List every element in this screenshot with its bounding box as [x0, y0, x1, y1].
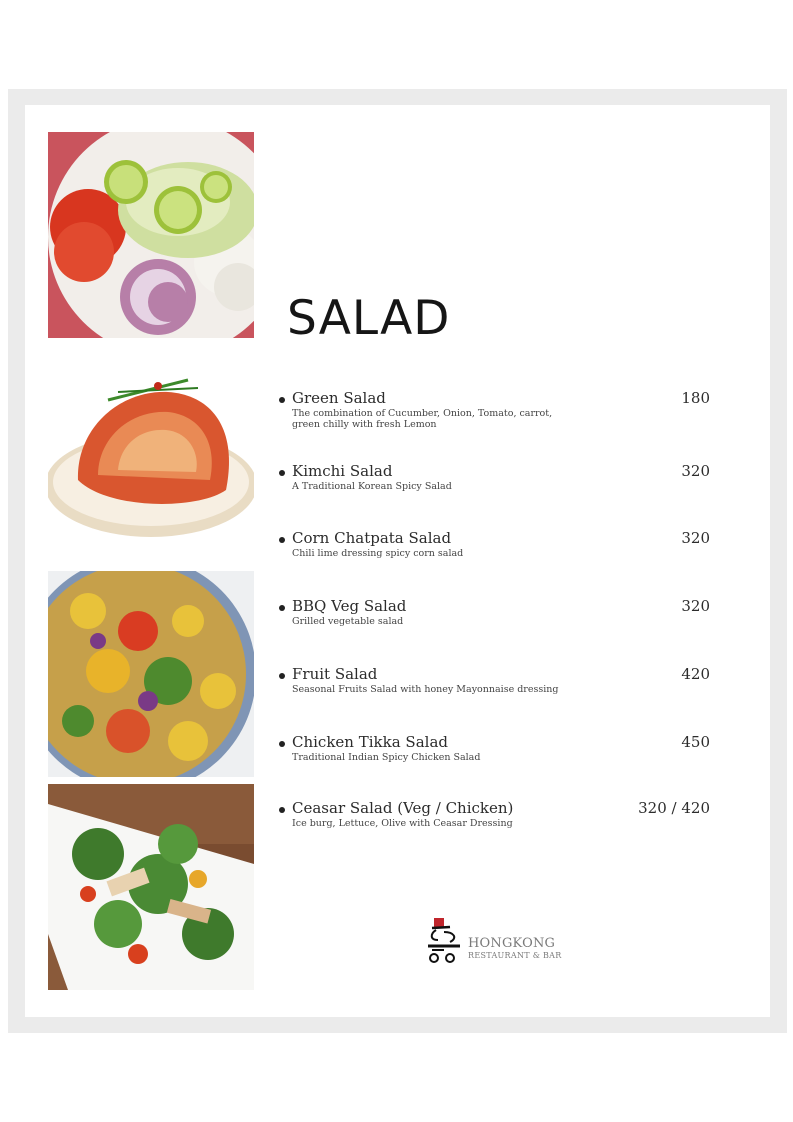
item-price: 320 / 420	[638, 799, 710, 817]
item-description: Ice burg, Lettuce, Olive with Ceasar Dressing	[292, 818, 513, 829]
bullet	[279, 470, 285, 476]
item-price: 320	[681, 529, 710, 547]
bullet	[279, 673, 285, 679]
logo-subtitle: RESTAURANT & BAR	[468, 951, 562, 960]
bullet	[279, 537, 285, 543]
item-name: Chicken Tikka Salad	[292, 733, 448, 751]
item-price: 320	[681, 462, 710, 480]
item-price: 420	[681, 665, 710, 683]
item-name: Green Salad	[292, 389, 386, 407]
green-salad-photo	[48, 132, 254, 338]
item-name: Corn Chatpata Salad	[292, 529, 452, 547]
item-price: 320	[681, 597, 710, 615]
bullet	[279, 397, 285, 403]
chicken-salad-photo	[48, 784, 254, 990]
item-description: A Traditional Korean Spicy Salad	[292, 481, 452, 492]
corn-salad-photo	[48, 571, 254, 777]
logo-name: HONGKONG	[468, 936, 556, 951]
kimchi-salad-photo	[48, 360, 254, 560]
item-description: Grilled vegetable salad	[292, 616, 404, 627]
item-description: Seasonal Fruits Salad with honey Mayonnaise dressing	[292, 684, 559, 695]
restaurant-logo	[424, 916, 574, 966]
page-title: SALAD	[287, 291, 451, 346]
item-description: The combination of Cucumber, Onion, Tomato, carrot, green chilly with fresh Lemon	[292, 408, 553, 430]
item-name: BBQ Veg Salad	[292, 597, 407, 615]
bullet	[279, 807, 285, 813]
bullet	[279, 741, 285, 747]
item-name: Ceasar Salad (Veg / Chicken)	[292, 799, 514, 817]
item-name: Fruit Salad	[292, 665, 378, 683]
item-description: Traditional Indian Spicy Chicken Salad	[292, 752, 481, 763]
chef-logo-icon	[424, 916, 464, 964]
item-price: 180	[681, 389, 710, 407]
item-name: Kimchi Salad	[292, 462, 393, 480]
bullet	[279, 605, 285, 611]
item-price: 450	[681, 733, 710, 751]
item-description: Chili lime dressing spicy corn salad	[292, 548, 464, 559]
